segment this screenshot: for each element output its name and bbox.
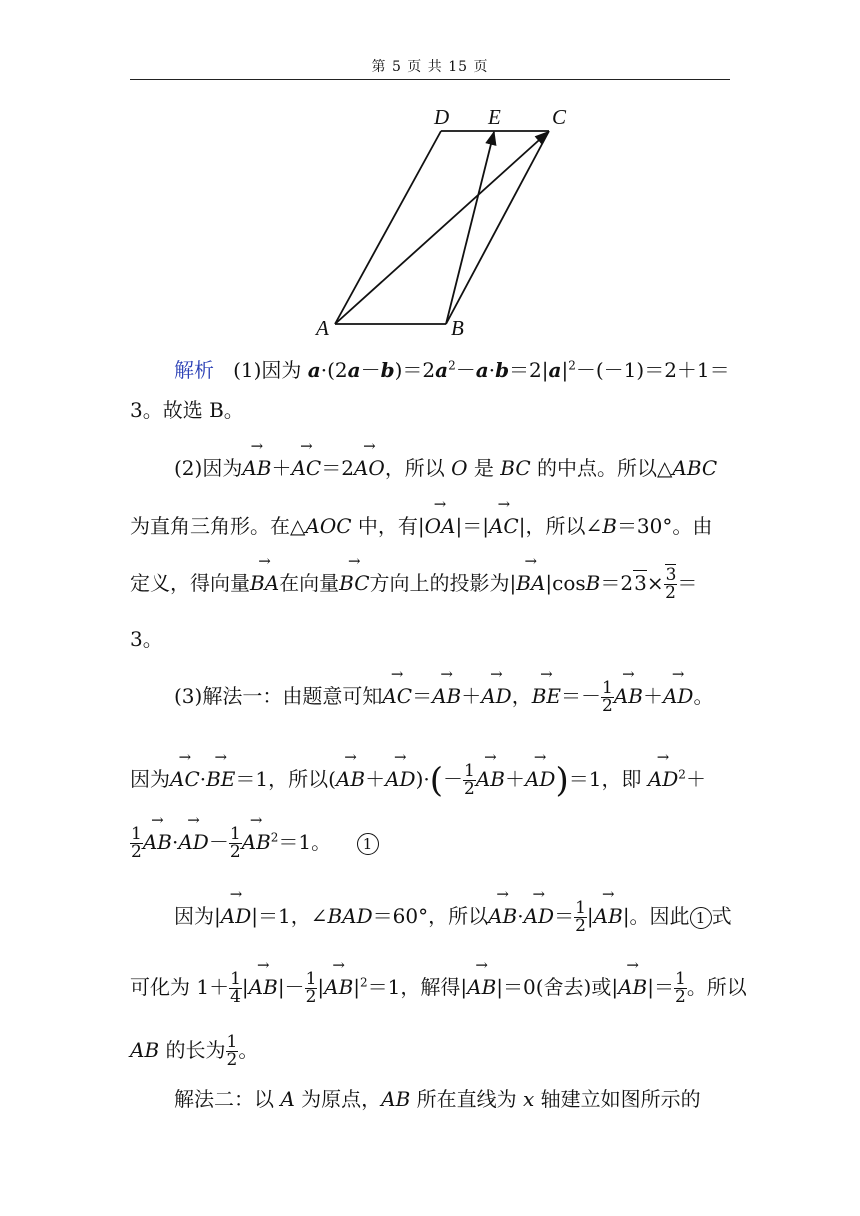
p2-line3: 定义，得向量→ BA在向量→ BC方向上的投影为|→ BA|cosB＝23× $\frac{3}{2}$ ＝ — [130, 567, 697, 602]
p2-line1: (2)因为→ AB＋→ AC＝2→ AO，所以 O 是 BC 的中点。所以△ABC — [174, 452, 717, 481]
label-b: B — [451, 316, 464, 340]
p1-pre: (1)因为 — [233, 358, 302, 382]
p3-line5: 可化为 1＋ $\frac{1}{4}$ |→ AB|－ $\frac{1}{2}$ |→ $AB|^2=1$，解得|→ AB|＝0(舍去)或|→ AB|＝ $\frac{1}{2}$ 。所以 — [130, 971, 747, 1006]
p3-line4: 因为|→ AD|＝1，∠BAD＝60°，所以→ AB·→ AD＝ $\frac{1}{2}$ |→ AB|。因此 1 式 — [174, 900, 732, 935]
p2-line2: 为直角三角形。在△AOC 中，有|→ OA|＝|→ AC|，所以∠B＝30°。由 — [130, 510, 712, 539]
label-e: E — [488, 105, 501, 129]
label-c: C — [552, 105, 567, 129]
p1-line2: 3。故选 B。 — [130, 398, 244, 422]
p2-line4: 3。 — [130, 627, 163, 651]
parallelogram-figure — [0, 0, 860, 345]
label-a: A — [316, 316, 329, 340]
p3-line3: $\frac{1}{2}$ → AB·→ AD－ $\frac{1}{2}$ → $AB^2=1$。 1 — [130, 826, 379, 861]
side-bc — [446, 131, 549, 324]
p3-line1: (3)解法一：由题意可知→ AC＝→ AB＋→ AD，→ BE＝－ $\frac{1}{2}$ → AB＋→ AD。 — [174, 680, 713, 715]
page-header: 第 5 页 共 15 页 — [371, 59, 489, 75]
vector-ac — [335, 132, 548, 324]
vector-be — [446, 132, 494, 324]
p3-line6: AB 的长为 $\frac{1}{2}$ 。 — [130, 1032, 259, 1070]
solution-label: 解析 — [174, 358, 214, 382]
p1-line1: 解析 (1)因为 $a\cdot(2a-b)=2a^2-a\cdot b=2|a|^2-(-1)=2+1=$ — [174, 358, 730, 382]
side-ad — [335, 131, 441, 324]
p3-line2: 因为→ AC·→ BE＝1，所以(→ AB＋→ AD)·(－ $\frac{1}{2}$ → AB＋→ AD)＝1，即 → $AD^2+$ — [130, 763, 706, 798]
label-d: D — [434, 105, 450, 129]
p3-line7: 解法二：以 A 为原点，AB 所在直线为 x 轴建立如图所示的 — [174, 1087, 701, 1111]
